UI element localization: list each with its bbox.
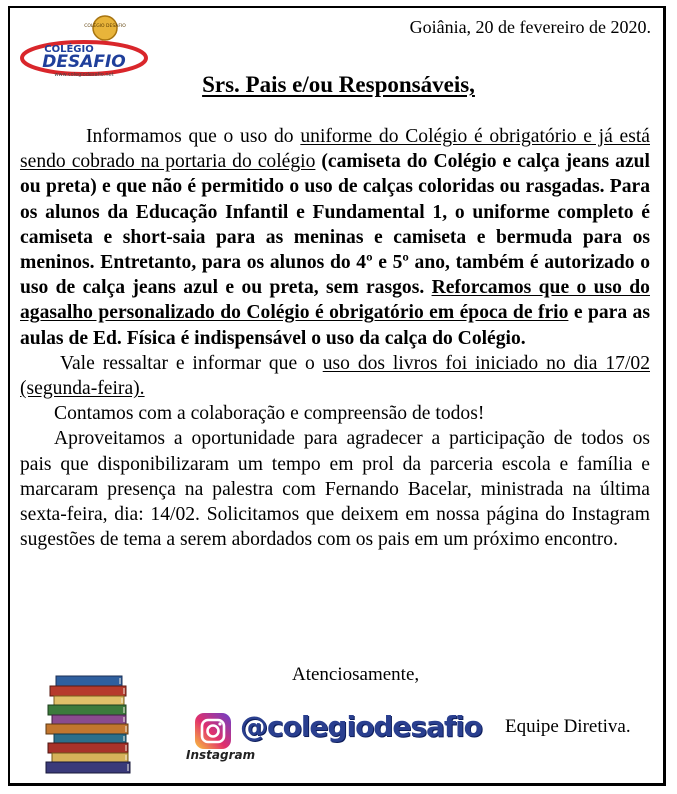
greeting-text: Srs. Pais e/ou Responsáveis, xyxy=(202,72,475,97)
p1-uniform-required: uniforme do Colégio é obrigatório e já está sendo cobrado na portaria do colégio xyxy=(20,126,650,173)
p2-books-start: uso dos livros foi iniciado no dia 17/02 (segunda-feira). xyxy=(20,352,650,400)
instagram-label: Instagram xyxy=(186,748,256,762)
instagram-icon[interactable] xyxy=(194,712,232,750)
letter-greeting xyxy=(0,72,677,98)
letter-date: Goiânia, 20 de fevereiro de 2020. xyxy=(409,17,651,37)
logo-badge-text: COLÉGIO DESAFIO xyxy=(84,24,126,29)
books-stack-icon xyxy=(44,672,140,782)
paragraph-uniform xyxy=(20,124,650,351)
p1-uniform-details: (camiseta do Colégio e calça jeans azul ou preta) e que não é permitido o uso de calças coloridas ou rasgadas. Para os alunos da Educação Infantil e Fundamental 1, o uniforme completo é camiseta e short-saia para as meninas e camiseta e bermuda para os meninos. Entretanto, para os alunos do 4º e 5º ano, também é autorizado o uso de calça jeans azul e ou preta, sem rasgos. xyxy=(20,151,650,299)
paragraph-books xyxy=(20,351,650,401)
logo-site: www.colegiodesafio.net xyxy=(54,72,114,78)
letter-body xyxy=(20,124,650,552)
p2-intro: Vale ressaltar e informar que o xyxy=(60,352,323,374)
logo-name: COLÉGIO xyxy=(44,44,94,55)
instagram-handle[interactable]: @colegiodesafio xyxy=(240,710,482,743)
logo-brand: DESAFIO xyxy=(42,52,126,72)
p1-pe-pants: e para as aulas de Ed. Física é indispensável o uso da calça do Colégio. xyxy=(20,302,650,349)
paragraph-thanks: Aproveitamos a oportunidade para agradecer a participação de todos os pais que disponibilizaram um tempo em prol da parceria escola e família e marcaram presença na palestra com Fernando Bacelar, ministrada na última sexta-feira, dia: 14/02. Solicitamos que deixem em nossa página do Instagram sugestões de tema a serem abordados com os pais em um próximo encontro. xyxy=(20,428,650,551)
p1-intro: Informamos que o uso do xyxy=(86,126,301,147)
colegio-desafio-logo xyxy=(14,14,152,80)
letter-closing: Atenciosamente, xyxy=(292,664,420,685)
paragraph-collaboration: Contamos com a colaboração e compreensão de todos! xyxy=(54,403,485,425)
p1-coat-required: Reforcamos que o uso do agasalho personalizado do Colégio é obrigatório em época de frio xyxy=(20,277,650,324)
letter-signature: Equipe Diretiva. xyxy=(505,716,631,737)
